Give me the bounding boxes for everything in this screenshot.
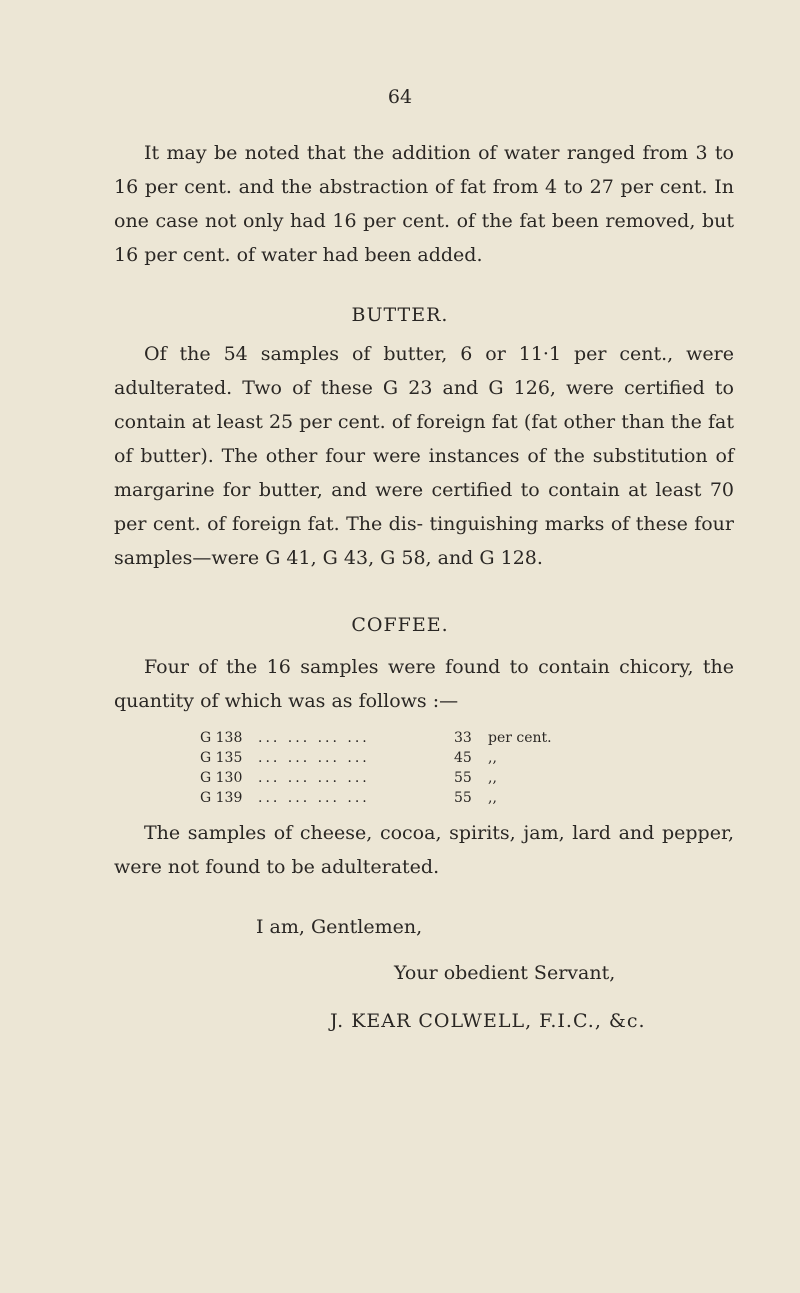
salutation: I am, Gentlemen, [256,916,423,938]
sample-code: G 139 [200,790,243,806]
leader-dots: ... ... ... ... [258,750,370,766]
leader-dots: ... ... ... ... [258,770,370,786]
leader-dots: ... ... ... ... [258,730,370,746]
table-row [200,748,620,768]
chicory-percent: 55 [454,790,472,806]
leader-dots: ... ... ... ... [258,790,370,806]
page-number: 64 [387,86,413,108]
table-row [200,728,620,748]
chicory-percent: 45 [454,750,472,766]
coffee-heading: COFFEE. [351,614,449,636]
sample-code: G 130 [200,770,243,786]
complimentary-close: Your obedient Servant, [394,962,616,984]
unit-label: ,, [488,750,497,766]
unit-label: per cent. [488,730,552,746]
other-samples-paragraph: The samples of cheese, cocoa, spirits, jam, lard and pepper, were not found to be adulterated. [114,822,734,878]
signature: J. KEAR COLWELL, F.I.C., &c. [330,1010,646,1032]
coffee-paragraph: Four of the 16 samples were found to contain chicory, the quantity of which was as follows :— [114,656,734,712]
butter-heading: BUTTER. [351,304,449,326]
intro-paragraph: It may be noted that the addition of water ranged from 3 to 16 per cent. and the abstraction of fat from 4 to 27 per cent. In one case not only had 16 per cent. of the fat been removed, but 16 per cent. of water had been added. [114,142,734,266]
sample-code: G 135 [200,750,243,766]
chicory-percent: 55 [454,770,472,786]
unit-label: ,, [488,770,497,786]
table-row [200,768,620,788]
sample-code: G 138 [200,730,243,746]
butter-paragraph: Of the 54 samples of butter, 6 or 11·1 per cent., were adulterated. Two of these G 23 and G 126, were certified to contain at least 25 per cent. of foreign fat (fat other than the fat of butter). The other four were instances of the substitution of margarine for butter, and were certified to contain at least 70 per cent. of foreign fat. The dis- tinguishing marks of these four samples—were G 41, G 43, G 58, and G 128. [114,343,734,569]
unit-label: ,, [488,790,497,806]
chicory-percent: 33 [454,730,472,746]
table-row [200,788,620,808]
chicory-table [200,728,620,808]
